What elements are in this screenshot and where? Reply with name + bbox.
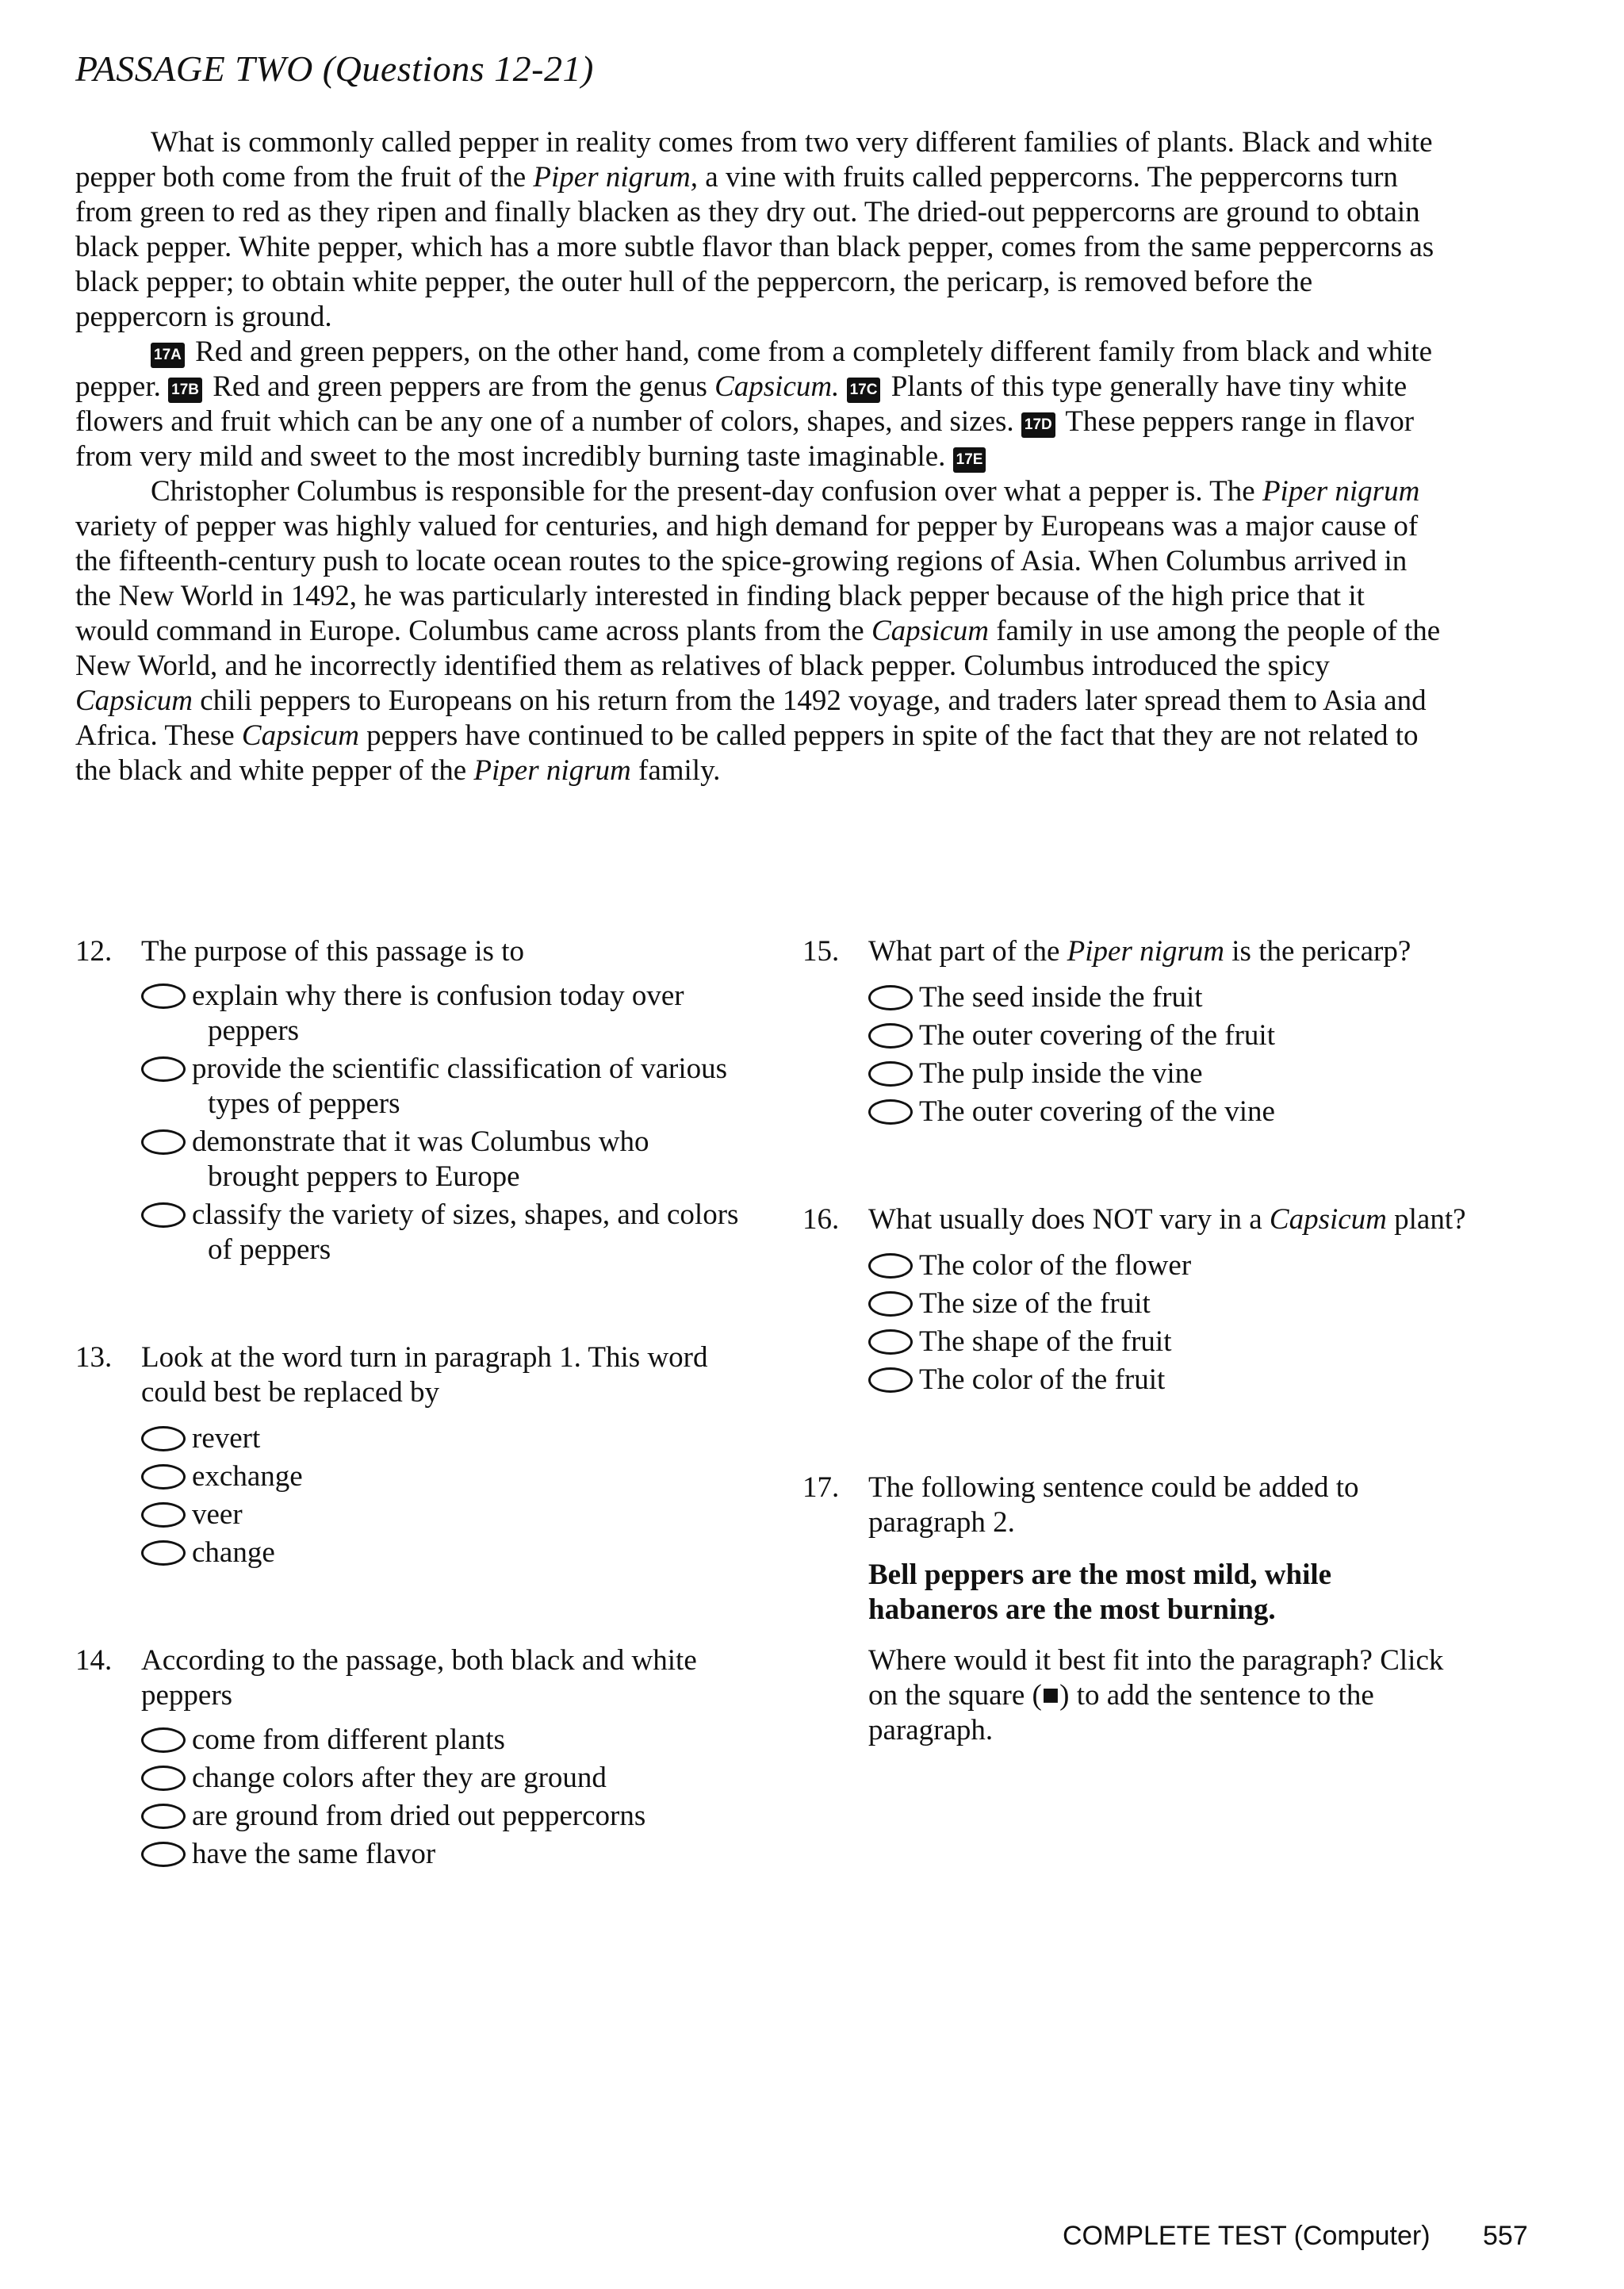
p1-italic-piper: Piper nigrum, — [533, 161, 699, 194]
question-12 — [75, 934, 741, 1267]
option-label: classify the variety of sizes, shapes, and colors of peppers — [192, 1198, 739, 1266]
option-label: revert — [192, 1422, 261, 1455]
radio-oval-icon[interactable] — [141, 1464, 186, 1490]
answer-option[interactable] — [141, 1125, 741, 1194]
paragraph-1 — [75, 125, 1443, 335]
question-stem: The purpose of this passage is to — [141, 935, 524, 968]
radio-oval-icon[interactable] — [141, 1727, 186, 1753]
option-label: exchange — [192, 1460, 303, 1493]
radio-oval-icon[interactable] — [868, 1253, 913, 1279]
answer-option[interactable] — [868, 1018, 1469, 1053]
p1-text-c: a vine with fruits called peppercorns. The peppercorns turn from green to red as they ripen and finally blacken as they dry out. The dried-out peppercorns are ground to obtain black pepper. White pepper, which has a more subtle flavor than black pepper, comes from the same peppercorns as black pepper; to obtain white pepper, the outer hull of the peppercorn, the pericarp, is removed before the peppercorn is ground. — [75, 161, 1434, 333]
radio-oval-icon[interactable] — [868, 1099, 913, 1125]
insert-square-17c[interactable]: 17C — [847, 378, 881, 403]
radio-oval-icon[interactable] — [141, 1056, 186, 1082]
question-17 — [802, 1470, 1469, 1748]
p3-italic-h: Capsicum — [241, 719, 359, 752]
radio-oval-icon[interactable] — [141, 1766, 186, 1791]
answer-options — [141, 1421, 741, 1570]
stem-italic: Capsicum — [1269, 1203, 1387, 1236]
option-label: veer — [192, 1498, 243, 1531]
p3-text-k: family. — [630, 754, 721, 787]
p3-italic-j: Piper nigrum — [473, 754, 631, 787]
option-label: have the same flavor — [192, 1838, 436, 1870]
option-label: come from different plants — [192, 1723, 505, 1756]
answer-option[interactable] — [868, 1056, 1469, 1091]
p3-italic-d: Capsicum — [871, 615, 989, 647]
radio-oval-icon[interactable] — [868, 1291, 913, 1317]
answer-option[interactable] — [141, 1052, 741, 1121]
radio-oval-icon[interactable] — [141, 1502, 186, 1528]
answer-option[interactable] — [141, 1837, 741, 1872]
radio-oval-icon[interactable] — [141, 1426, 186, 1451]
p1-text-a: What is commonly called pepper in reality comes from two very different families of plants. Black and white pepper both come from the fruit of the — [75, 126, 1433, 194]
question-number: 16. — [802, 1203, 840, 1236]
answer-options — [141, 979, 741, 1267]
answer-option[interactable] — [141, 1459, 741, 1494]
insert-square-17b[interactable]: 17B — [168, 378, 202, 403]
footer-test-label: COMPLETE TEST (Computer) — [1063, 2221, 1431, 2251]
answer-option[interactable] — [868, 1325, 1469, 1359]
radio-oval-icon[interactable] — [868, 1367, 913, 1393]
question-number: 13. — [75, 1341, 113, 1374]
question-stem: According to the passage, both black and white peppers — [141, 1644, 697, 1712]
insert-square-17d[interactable]: 17D — [1021, 412, 1055, 438]
p3-italic-f: Capsicum — [75, 684, 193, 717]
paragraph-2 — [75, 335, 1443, 474]
radio-oval-icon[interactable] — [141, 983, 186, 1009]
stem-text: is the pericarp? — [1224, 935, 1411, 968]
p3-text-g: chili peppers to Europeans on his return from the 1492 voyage, and traders later spread them to Asia and Africa. These — [75, 684, 1427, 752]
sentence-to-insert: Bell peppers are the most mild, while habaneros are the most burning. — [868, 1559, 1332, 1626]
answer-option[interactable] — [868, 980, 1469, 1015]
answer-option[interactable] — [868, 1095, 1469, 1129]
option-label: The seed inside the fruit — [919, 981, 1203, 1014]
option-label: The outer covering of the fruit — [919, 1019, 1275, 1052]
p2-space — [839, 370, 846, 403]
radio-oval-icon[interactable] — [868, 1023, 913, 1049]
answer-options — [868, 1248, 1469, 1398]
answer-option[interactable] — [868, 1286, 1469, 1321]
answer-option[interactable] — [141, 1723, 741, 1758]
answer-option[interactable] — [141, 1198, 741, 1267]
question-stem — [868, 934, 1469, 969]
question-15 — [802, 934, 1469, 1129]
option-label: The color of the flower — [919, 1249, 1192, 1282]
radio-oval-icon[interactable] — [141, 1540, 186, 1566]
insert-square-17e[interactable]: 17E — [953, 447, 986, 473]
p2-italic-capsicum: Capsicum. — [714, 370, 840, 403]
passage-title: PASSAGE TWO (Questions 12-21) — [75, 48, 594, 89]
answer-option[interactable] — [868, 1248, 1469, 1283]
stem-text: What part of the — [868, 935, 1067, 968]
question-number: 17. — [802, 1471, 840, 1504]
option-label: The color of the fruit — [919, 1363, 1166, 1396]
question-stem — [868, 1202, 1469, 1237]
radio-oval-icon[interactable] — [141, 1842, 186, 1867]
question-stem: Look at the word turn in paragraph 1. This word could best be replaced by — [141, 1341, 708, 1409]
stem-italic: Piper nigrum — [1067, 935, 1225, 968]
passage — [75, 125, 1443, 788]
radio-oval-icon[interactable] — [141, 1202, 186, 1228]
answer-options — [141, 1723, 741, 1872]
option-label: change — [192, 1536, 275, 1569]
answer-option[interactable] — [141, 1421, 741, 1456]
question-number: 15. — [802, 935, 840, 968]
option-label: change colors after they are ground — [192, 1762, 607, 1794]
answer-option[interactable] — [141, 1497, 741, 1532]
question-13 — [75, 1340, 741, 1570]
option-label: provide the scientific classification of various types of peppers — [192, 1052, 728, 1120]
p3-text-c: variety of pepper was highly valued for centuries, and high demand for pepper by Europeans was a major cause of the fifteenth-century push to locate ocean routes to the spice-growing regions of Asia. When Columbus arrived in the New World in 1492, he was particularly interested in finding black pepper because of the high price that it would command in Europe. Columbus came across plants from the — [75, 510, 1419, 647]
question-16 — [802, 1202, 1469, 1398]
insert-square-17a[interactable]: 17A — [151, 343, 185, 368]
radio-oval-icon[interactable] — [868, 1329, 913, 1355]
option-label: The pulp inside the vine — [919, 1057, 1203, 1090]
question-14 — [75, 1643, 741, 1872]
p2-sentence-4: These peppers range in flavor from very mild and sweet to the most incredibly burning taste imaginable. — [75, 405, 1415, 473]
question-number: 14. — [75, 1644, 113, 1677]
radio-oval-icon[interactable] — [141, 1804, 186, 1829]
answer-option[interactable] — [141, 1536, 741, 1570]
p3-text-a: Christopher Columbus is responsible for the present-day confusion over what a pepper is. The — [151, 475, 1262, 508]
paragraph-3 — [75, 474, 1443, 788]
answer-option[interactable] — [141, 1799, 741, 1834]
stem-text: plant? — [1386, 1203, 1466, 1236]
answer-option[interactable] — [141, 1761, 741, 1796]
p3-italic-b: Piper nigrum — [1262, 475, 1420, 508]
radio-oval-icon[interactable] — [141, 1129, 186, 1155]
question-stem: The following sentence could be added to paragraph 2. — [868, 1471, 1359, 1539]
p3-text-i: peppers have continued to be called peppers in spite of the fact that they are not related to the black and white pepper of the — [75, 719, 1419, 787]
option-label: are ground from dried out peppercorns — [192, 1800, 646, 1832]
question-number: 12. — [75, 935, 113, 968]
stem-text: What usually does NOT vary in a — [868, 1203, 1270, 1236]
answer-options — [868, 980, 1469, 1129]
option-label: The size of the fruit — [919, 1287, 1151, 1320]
radio-oval-icon[interactable] — [868, 1061, 913, 1087]
p2-sentence-3: Plants of this type generally have tiny white flowers and fruit which can be any one of a number of colors, shapes, and sizes. — [75, 370, 1408, 438]
option-label: demonstrate that it was Columbus who brought peppers to Europe — [192, 1125, 649, 1193]
questions-left-column — [75, 934, 741, 1875]
radio-oval-icon[interactable] — [868, 985, 913, 1010]
answer-option[interactable] — [868, 1363, 1469, 1398]
p2-sentence-1: Red and green peppers, on the other hand, come from a completely different family from black and white pepper. — [75, 335, 1433, 403]
questions-right-column — [802, 934, 1469, 1748]
option-label: The outer covering of the vine — [919, 1095, 1275, 1128]
p2-sentence-2: Red and green peppers are from the genus — [205, 370, 715, 403]
page-number: 557 — [1483, 2221, 1528, 2251]
insert-instruction: Where would it best fit into the paragraph? Click on the square (■) to add the sentence to the paragraph. — [868, 1644, 1444, 1746]
option-label: explain why there is confusion today over peppers — [192, 980, 684, 1047]
answer-option[interactable] — [141, 979, 741, 1049]
option-label: The shape of the fruit — [919, 1325, 1172, 1358]
p3-text-e: family in use among the people of the New World, and he incorrectly identified them as relatives of black pepper. Columbus introduced the spicy — [75, 615, 1441, 682]
